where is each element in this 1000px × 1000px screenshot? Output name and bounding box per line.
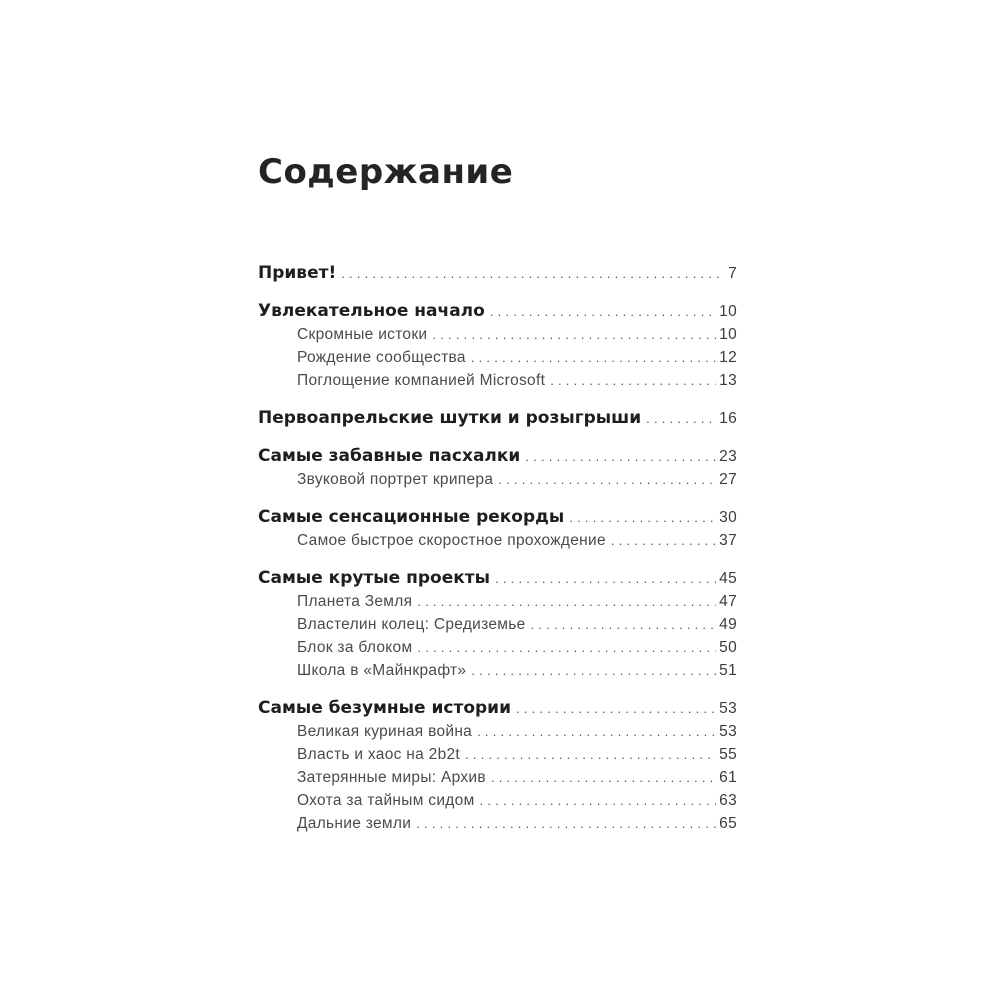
dot-leader [646,407,716,430]
dot-leader [471,346,716,369]
toc-entry [258,346,737,369]
toc-entry-page-number: 13 [719,372,737,389]
toc-content [258,150,737,835]
toc-entry-page-number: 50 [719,639,737,656]
toc-entry-label: Самые сенсационные рекорды [258,507,565,527]
toc-entry [258,468,737,491]
toc-entry-page-number: 47 [719,593,737,610]
toc-entry-label: Планета Земля [297,593,413,610]
dot-leader [611,529,716,552]
toc-entry-label: Первоапрельские шутки и розыгрыши [258,408,642,428]
toc-entry-label: Скромные истоки [297,326,428,343]
toc-entry [258,766,737,789]
toc-entry-page-number: 65 [719,815,737,832]
dot-leader [465,743,716,766]
toc-entry [258,323,737,346]
dot-leader [477,720,716,743]
toc-entry-label: Поглощение компанией Microsoft [297,372,546,389]
dot-leader [550,369,716,392]
toc-entry-label: Звуковой портрет крипера [297,471,494,488]
dot-leader [341,262,725,285]
toc-entry-page-number: 55 [719,746,737,763]
toc-entry-page-number: 12 [719,349,737,366]
dot-leader [480,789,717,812]
dot-leader [495,567,716,590]
toc-entry-page-number: 63 [719,792,737,809]
toc-entry-label: Затерянные миры: Архив [297,769,486,786]
toc-entry-page-number: 10 [719,303,737,320]
toc-entry [258,613,737,636]
toc-entry [258,743,737,766]
toc-entry [258,636,737,659]
page-title: Содержание [258,152,514,192]
toc-entry [258,567,737,590]
dot-leader [417,590,716,613]
toc-entry-page-number: 61 [719,769,737,786]
toc-entry-label: Самые забавные пасхалки [258,446,521,466]
toc-entry-label: Власть и хаос на 2b2t [297,746,461,763]
toc-entry-page-number: 45 [719,570,737,587]
dot-leader [498,468,716,491]
dot-leader [432,323,716,346]
toc-entry-label: Самые безумные истории [258,698,511,718]
toc-entry-label: Самые крутые проекты [258,568,491,588]
dot-leader [491,766,716,789]
toc-entry-label: Самое быстрое скоростное прохождение [297,532,606,549]
toc-entry-label: Школа в «Майнкрафт» [297,662,467,679]
toc-entry-page-number: 53 [719,723,737,740]
toc-entry [258,407,737,430]
toc-entry-label: Охота за тайным сидом [297,792,475,809]
toc-entry [258,659,737,682]
toc-entry [258,445,737,468]
toc-entry-label: Увлекательное начало [258,301,485,321]
toc-entry-label: Великая куриная война [297,723,473,740]
toc-entry [258,720,737,743]
toc-entry [258,590,737,613]
toc-entry-page-number: 10 [719,326,737,343]
toc-entry-label: Блок за блоком [297,639,413,656]
toc-entry-page-number: 27 [719,471,737,488]
toc-entry [258,300,737,323]
toc-entry-label: Властелин колец: Средиземье [297,616,526,633]
table-of-contents [258,262,737,835]
toc-entry [258,789,737,812]
dot-leader [490,300,716,323]
toc-entry-page-number: 7 [728,265,737,282]
toc-entry [258,262,737,285]
dot-leader [416,812,716,835]
toc-entry-page-number: 49 [719,616,737,633]
dot-leader [417,636,716,659]
toc-entry [258,369,737,392]
toc-entry-page-number: 23 [719,448,737,465]
toc-entry [258,529,737,552]
toc-entry-label: Рождение сообщества [297,349,466,366]
dot-leader [516,697,716,720]
toc-entry-label: Привет! [258,263,337,283]
toc-entry [258,812,737,835]
dot-leader [531,613,717,636]
toc-entry-page-number: 53 [719,700,737,717]
toc-entry-page-number: 37 [719,532,737,549]
toc-entry-label: Дальние земли [297,815,412,832]
dot-leader [569,506,716,529]
dot-leader [471,659,716,682]
toc-entry-page-number: 30 [719,509,737,526]
dot-leader [525,445,716,468]
toc-entry [258,697,737,720]
toc-entry-page-number: 16 [719,410,737,427]
toc-entry-page-number: 51 [719,662,737,679]
toc-entry [258,506,737,529]
